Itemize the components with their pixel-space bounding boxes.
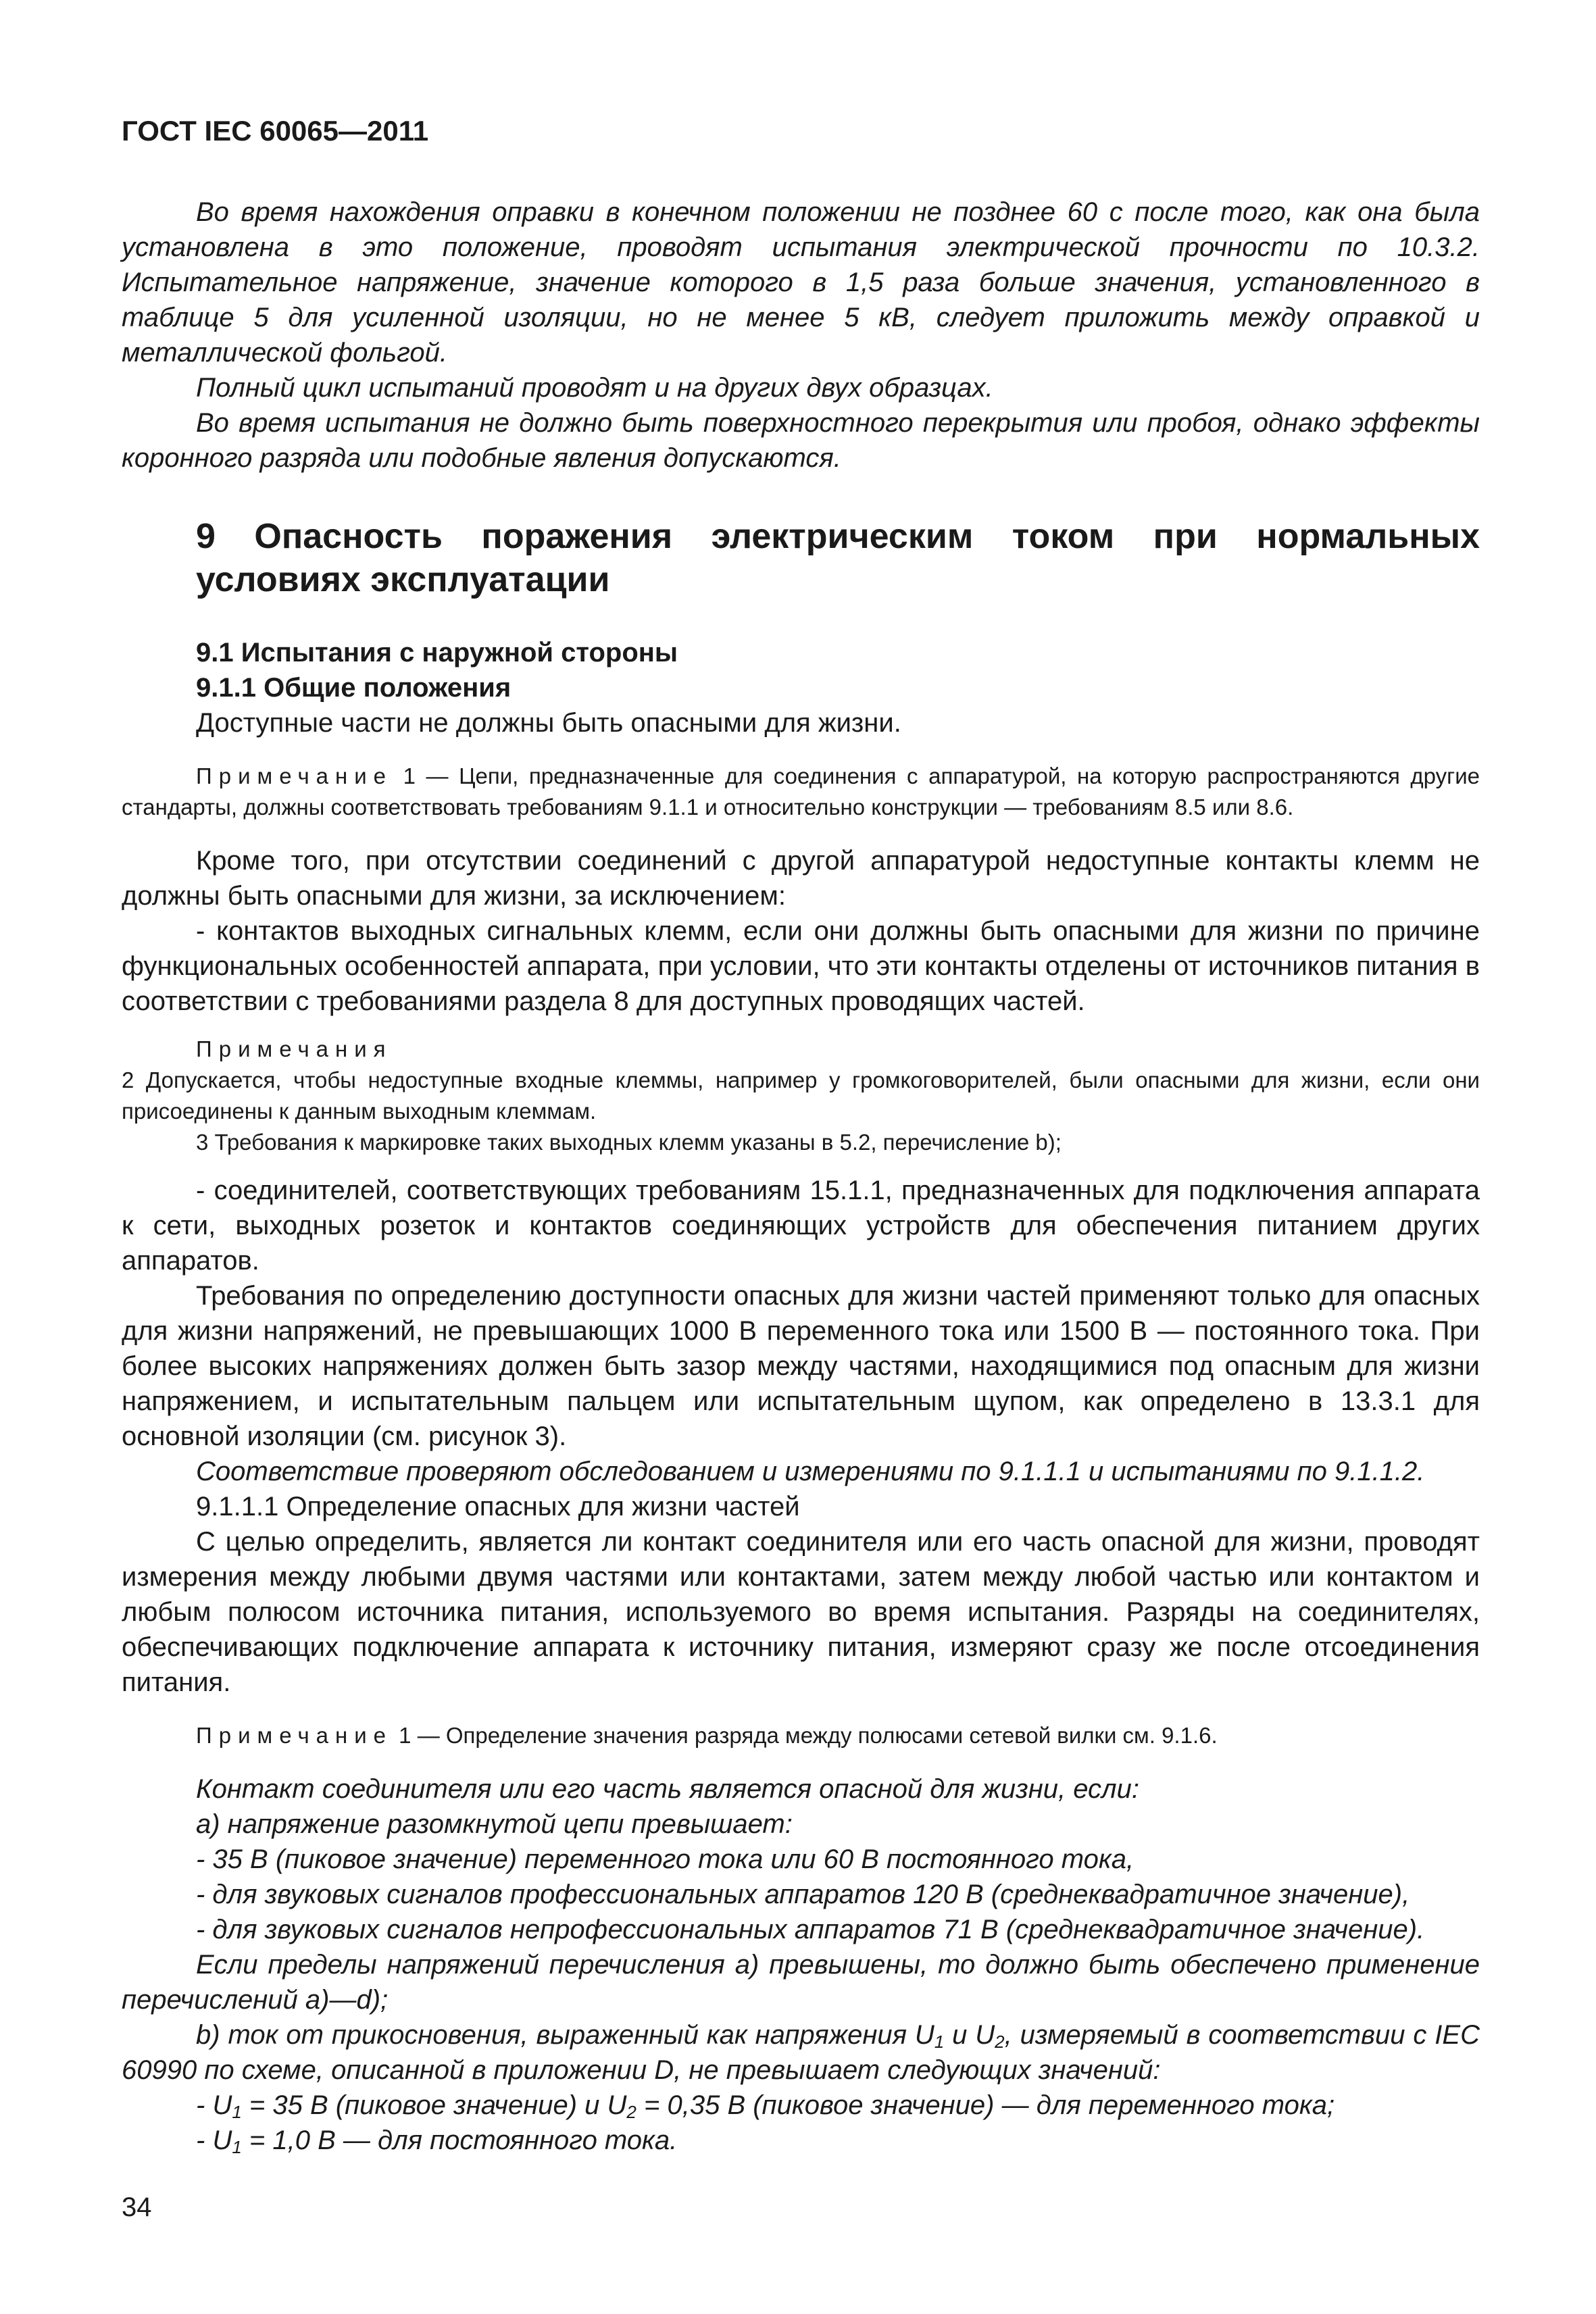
notes-label: Примечания (196, 1036, 393, 1061)
note: 3 Требования к маркировке таких выходных клемм указаны в 5.2, перечисление b); (196, 1130, 1062, 1155)
paragraph: С целью определить, является ли контакт соединителя или его часть опасной для жизни, проводят измерения между любыми двумя частями или контактами, затем между любой частью или контактом и любым полюсом источника питания, используемого во время испытания. Разряды на соединителях, обеспечивающих подключение аппарата к источнику питания, измеряют сразу же после отсоединения питания. (122, 1527, 1480, 1697)
note (122, 761, 1480, 823)
note-text: 1 — Цепи, предназначенные для соединения с аппаратурой, на которую распространяются другие стандарты, должны соответствовать требованиям 9.1.1 и относительно конструкции — требованиям 8.5 или 8.6. (122, 763, 1480, 820)
note (122, 1720, 1480, 1751)
list-item: - $U_1 = 35$ В (пиковое значение) и $U_2 = 0,35$ В (пиковое значение) — для переменного тока; (196, 2090, 1335, 2122)
list-item: b) ток от прикосновения, выраженный как напряжения $U_1$ и $U_2$, измеряемый в соответствии с IEC 60990 по схеме, описанной в приложении D, не превышает следующих значений: (122, 2020, 1480, 2085)
paragraph: - контактов выходных сигнальных клемм, если они должны быть опасными для жизни по причине функциональных особенностей аппарата, при условии, что эти контакты отделены от источников питания в соответствии с требованиями раздела 8 для доступных проводящих частей. (122, 916, 1480, 1016)
note: 2 Допускается, чтобы недоступные входные клеммы, например у громкоговорителей, были опасными для жизни, если они присоединены к данным выходным клеммам. (122, 1067, 1480, 1124)
paragraph: Соответствие проверяют обследованием и измерениями по 9.1.1.1 и испытаниями по 9.1.1.2. (196, 1457, 1425, 1486)
page-number: 34 (122, 2192, 152, 2222)
subsection-title: 9.1.1.1 Определение опасных для жизни частей (196, 1492, 800, 1521)
note-label: Примечание (196, 1723, 393, 1748)
list-item: - 35 В (пиковое значение) переменного тока или 60 В постоянного тока, (196, 1844, 1134, 1874)
document-header: ГОСТ IEC 60065—2011 (122, 115, 429, 147)
paragraph: Во время нахождения оправки в конечном положении не позднее 60 с после того, как она была установлена в это положение, проводят испытания электрической прочности по 10.3.2. Испытательное напряжение, значение которого в 1,5 раза больше значения, установленного в таблице 5 для усиленной изоляции, но не менее 5 кВ, следует приложить между оправкой и металлической фольгой. (122, 197, 1480, 368)
list-item: а) напряжение разомкнутой цепи превышает: (196, 1809, 793, 1839)
paragraph: Во время испытания не должно быть поверхностного перекрытия или пробоя, однако эффекты коронного разряда или подобные явления допускаются. (122, 408, 1480, 473)
paragraph: - соединителей, соответствующих требованиям 15.1.1, предназначенных для подключения аппарата к сети, выходных розеток и контактов соединяющих устройств для обеспечения питанием других аппаратов. (122, 1176, 1480, 1276)
list-item: - для звуковых сигналов непрофессиональных аппаратов 71 В (среднеквадратичное значение). (196, 1915, 1425, 1944)
subsection-title: 9.1 Испытания с наружной стороны (196, 638, 678, 668)
paragraph: Контакт соединителя или его часть является опасной для жизни, если: (196, 1774, 1139, 1804)
paragraph: Требования по определению доступности опасных для жизни частей применяют только для опасных для жизни напряжений, не превышающих 1000 В переменного тока или 1500 В — постоянного тока. При более высоких напряжениях должен быть зазор между частями, находящимися под опасным для жизни напряжением, и испытательным пальцем или испытательным щупом, как определено в 13.3.1 для основной изоляции (см. рисунок 3). (122, 1281, 1480, 1451)
paragraph: Полный цикл испытаний проводят и на других двух образцах. (196, 373, 993, 403)
note-text: 1 — Определение значения разряда между полюсами сетевой вилки см. 9.1.6. (393, 1723, 1218, 1748)
paragraph: Если пределы напряжений перечисления а) превышены, то должно быть обеспечено применение перечислений а)—d); (122, 1950, 1480, 2015)
paragraph: Кроме того, при отсутствии соединений с другой аппаратурой недоступные контакты клемм не должны быть опасными для жизни, за исключением: (122, 846, 1480, 911)
list-item: - для звуковых сигналов профессиональных аппаратов 120 В (среднеквадратичное значение), (196, 1880, 1410, 1909)
section-title: 9 Опасность поражения электрическим током при нормальных условиях эксплуатации (196, 517, 1480, 599)
document-page (122, 115, 1480, 2158)
paragraph: Доступные части не должны быть опасными для жизни. (196, 708, 901, 738)
note-label: Примечание (196, 763, 393, 788)
list-item: - $U_1 = 1,0$ В — для постоянного тока. (196, 2126, 678, 2157)
subsection-title: 9.1.1 Общие положения (196, 673, 512, 703)
